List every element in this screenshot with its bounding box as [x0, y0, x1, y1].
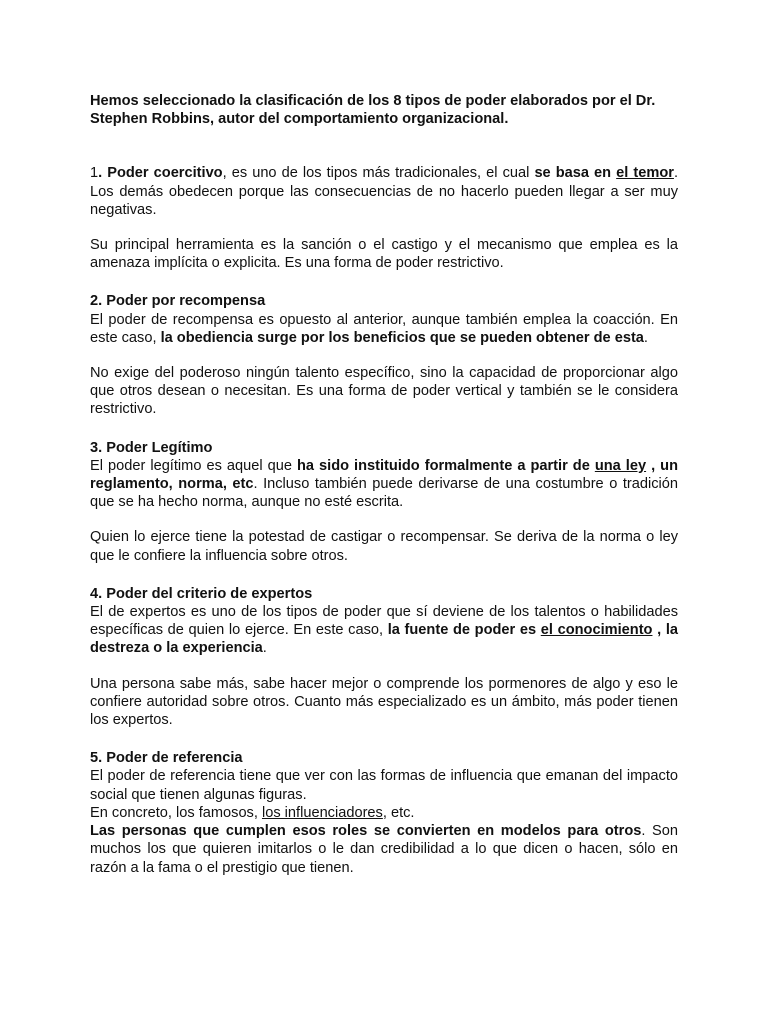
text-run: . Incluso también puede derivarse de una costumbre o tradición que se ha hecho norma, aunque no esté escrita. [90, 476, 678, 511]
emphasis-text: se basa en [534, 165, 617, 182]
section-3-paragraph-2: Quien lo ejerce tiene la potestad de castigar o recompensar. Se deriva de la norma o ley que le confiere la influencia sobre otros. [90, 529, 678, 564]
document-page [90, 92, 678, 877]
text-run: , es uno de los tipos más tradicionales, el cual [222, 165, 535, 182]
text-run: , etc. [382, 804, 415, 821]
section-5-heading: 5. Poder de referencia [90, 750, 243, 767]
section-2-paragraph-1 [90, 311, 678, 347]
emphasis-underline-text: el conocimiento [540, 622, 653, 639]
emphasis-text: ha sido instituido formalmente a partir de [296, 457, 595, 474]
emphasis-text: , un reglamento, norma, etc [90, 457, 678, 493]
section-4-paragraph-2: Una persona sabe más, sabe hacer mejor o comprende los pormenores de algo y eso le confiere autoridad sobre otros. Cuanto más especializado es un ámbito, más poder tienen los expertos. [90, 675, 678, 729]
intro-paragraph: Hemos seleccionado la clasificación de los 8 tipos de poder elaborados por el Dr. Stephen Robbins, autor del comportamiento organizacional. [90, 93, 656, 128]
text-run: . [643, 329, 648, 346]
text-run: . Los demás obedecen porque las consecuencias de no hacerlo pueden llegar a ser muy negativas. [90, 165, 678, 218]
section-5-paragraph-3 [90, 822, 678, 877]
section-2-paragraph-2: No exige del poderoso ningún talento específico, sino la capacidad de proporcionar algo que otros desean o necesitan. Es una forma de poder vertical y también se le considera restrictivo. [90, 365, 678, 418]
section-number: 1 [90, 165, 99, 182]
section-4-heading: 4. Poder del criterio de expertos [90, 585, 313, 602]
emphasis-text: Las personas que cumplen esos roles se convierten en modelos para otros [90, 823, 642, 840]
section-1-paragraph-2: Su principal herramienta es la sanción o el castigo y el mecanismo que emplea es la amenaza implícita o explicita. Es una forma de poder restrictivo. [90, 237, 678, 272]
text-run: El de expertos es uno de los tipos de poder que sí deviene de los talentos o habilidades específicas de quien lo ejerce. En este caso, [90, 604, 678, 639]
emphasis-text: la obediencia surge por los beneficios que se pueden obtener de esta [160, 329, 644, 346]
section-2-heading: 2. Poder por recompensa [90, 293, 266, 310]
section-5-paragraph-1: El poder de referencia tiene que ver con las formas de influencia que emanan del impacto social que tienen algunas figuras. [90, 768, 678, 803]
text-run: . Son muchos los que quieren imitarlos o le dan credibilidad a lo que dicen o hacen, sólo en razón a la fama o el prestigio que tienen. [90, 823, 679, 876]
section-3-heading: 3. Poder Legítimo [90, 439, 213, 456]
text-run: El poder de recompensa es opuesto al anterior, aunque también emplea la coacción. En este caso, [90, 311, 678, 346]
emphasis-text: , la destreza o la experiencia [90, 622, 679, 657]
emphasis-text: la fuente de poder es [387, 622, 541, 639]
section-3-paragraph-1 [90, 457, 678, 512]
text-run: El poder legítimo es aquel que [90, 457, 297, 474]
text-run: En concreto, los famosos, [90, 804, 262, 821]
underline-text: los influenciadores [261, 804, 383, 821]
section-title: . Poder coercitivo [98, 165, 223, 182]
emphasis-underline-text: una ley [594, 457, 647, 474]
section-5-paragraph-2 [90, 804, 678, 822]
emphasis-underline-text: el temor [616, 165, 674, 182]
text-run: . [262, 640, 267, 657]
section-1-paragraph-1 [90, 164, 678, 219]
section-4-paragraph-1 [90, 603, 678, 658]
